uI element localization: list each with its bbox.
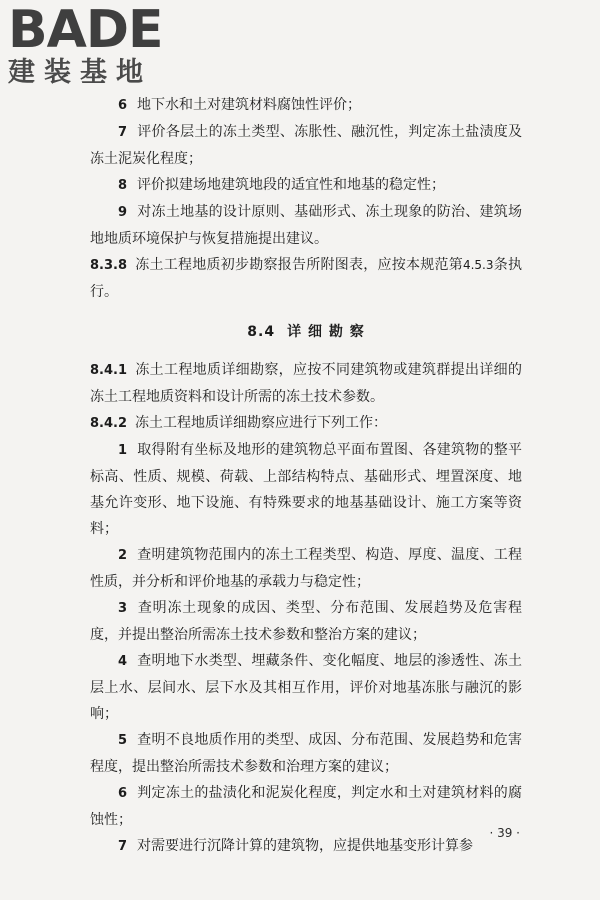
item-text: 地下水和土对建筑材料腐蚀性评价；: [137, 97, 362, 113]
item-number: 2: [118, 548, 128, 563]
clause-text: 冻土工程地质详细勘察，应按不同建筑物或建筑群提出详细的冻土工程地质资料和设计所需的冻土技术参数。: [90, 362, 522, 405]
clause-8-3-8: [90, 252, 522, 305]
item-number: 4: [118, 654, 128, 669]
item-text: 对冻土地基的设计原则、基础形式、冻土现象的防治、建筑场地地质环境保护与恢复措施提出建议。: [90, 204, 522, 247]
item-number: 7: [118, 839, 128, 854]
list-item: [90, 595, 522, 648]
clause-text: 冻土工程地质初步勘察报告所附图表，应按本规范第: [135, 257, 463, 273]
list-item: [90, 92, 522, 119]
clause-8-4-1: [90, 357, 522, 410]
item-text: 评价拟建场地建筑地段的适宜性和地基的稳定性；: [137, 177, 446, 193]
clause-text-end: 条执行。: [90, 257, 523, 300]
clause-number: 8.4.2: [90, 416, 128, 431]
item-text: 查明建筑物范围内的冻土工程类型、构造、厚度、温度、工程性质，并分析和评价地基的承载力与稳定性；: [90, 547, 522, 590]
item-text: 查明不良地质作用的类型、成因、分布范围、发展趋势和危害程度，提出整治所需技术参数和治理方案的建议；: [90, 732, 522, 775]
item-number: 6: [118, 786, 128, 801]
clause-number: 8.4.1: [90, 363, 128, 378]
document-body: [90, 92, 522, 860]
list-item: [90, 542, 522, 595]
item-text: 评价各层土的冻土类型、冻胀性、融沉性，判定冻土盐渍度及冻土泥炭化程度；: [90, 124, 522, 167]
list-item: [90, 833, 522, 860]
list-item: [90, 172, 522, 199]
logo-subtitle: 建装基地: [8, 57, 152, 88]
list-item: [90, 437, 522, 542]
brand-logo: [8, 0, 178, 94]
section-title: 详 细 勘 察: [287, 324, 365, 340]
clause-text: 冻土工程地质详细勘察应进行下列工作：: [135, 415, 388, 431]
item-number: 9: [118, 205, 128, 220]
list-item: [90, 648, 522, 727]
list-item: [90, 199, 522, 252]
item-text: 取得附有坐标及地形的建筑物总平面布置图、各建筑物的整平标高、性质、规模、荷载、上部结构特点、基础形式、埋置深度、地基允许变形、地下设施、有特殊要求的地基基础设计、施工方案等资料；: [90, 442, 522, 537]
section-number: 8.4: [247, 324, 276, 340]
item-text: 查明冻土现象的成因、类型、分布范围、发展趋势及危害程度，并提出整治所需冻土技术参数和整治方案的建议；: [90, 600, 522, 643]
item-number: 5: [118, 733, 128, 748]
item-text: 判定冻土的盐渍化和泥炭化程度，判定水和土对建筑材料的腐蚀性；: [90, 785, 522, 828]
item-number: 7: [118, 125, 128, 140]
section-heading: [90, 319, 522, 345]
item-number: 3: [118, 601, 128, 616]
item-number: 1: [118, 443, 128, 458]
clause-number: 8.3.8: [90, 258, 128, 273]
list-top: [90, 92, 522, 252]
page-number: · 39 ·: [489, 826, 520, 840]
item-number: 8: [118, 178, 128, 193]
list-item: [90, 780, 522, 833]
item-text: 对需要进行沉降计算的建筑物，应提供地基变形计算参: [137, 838, 474, 854]
item-text: 查明地下水类型、埋藏条件、变化幅度、地层的渗透性、冻土层上水、层间水、层下水及其相互作用，评价对地基冻胀与融沉的影响；: [90, 653, 522, 722]
list-bottom: [90, 437, 522, 860]
logo-mark: BADE: [8, 0, 163, 60]
item-number: 6: [118, 98, 128, 113]
clause-reference: 4.5.3: [462, 258, 494, 272]
list-item: [90, 727, 522, 780]
clause-8-4-2: [90, 410, 522, 437]
list-item: [90, 119, 522, 172]
